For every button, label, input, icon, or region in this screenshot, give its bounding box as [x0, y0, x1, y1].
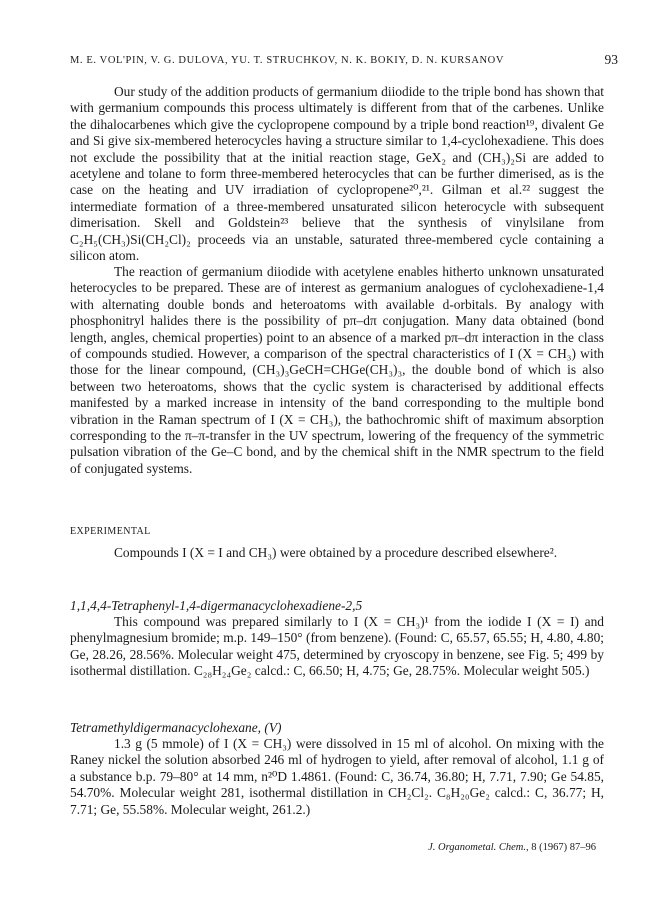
compound-1-title: 1,1,4,4-Tetraphenyl-1,4-digermanacyclohexadiene-2,5: [70, 598, 363, 613]
journal-name: J. Organometal. Chem.: [428, 842, 526, 853]
journal-citation-footer: [428, 842, 596, 853]
header-authors: M. E. VOL'PIN, V. G. DULOVA, YU. T. STRUCHKOV, N. K. BOKIY, D. N. KURSANOV: [70, 55, 505, 66]
section-heading-experimental: EXPERIMENTAL: [70, 526, 151, 537]
compound-2-title: Tetramethyldigermanacyclohexane, (V): [70, 720, 282, 735]
running-header: [70, 52, 618, 72]
page-number: 93: [604, 52, 618, 67]
compound-2-text: 1.3 g (5 mmole) of I (X = CH₃) were dissolved in 15 ml of alcohol. On mixing with the Raney nickel the solution absorbed 246 ml of hydrogen to yield, after removal of alcohol, 1.1 g of a substance b.p. 79–80° at 14 mm, n²⁰D 1.4861. (Found: C, 36.74, 36.80; H, 7.71, 7.90; Ge 54.85, 54.70%. Molecular weight 281, isothermal distillation in CH₂Cl₂. C₈H₂₀Ge₂ calcd.: C, 36.77; H, 7.71; Ge, 55.58%. Molecular weight, 261.2.): [70, 736, 604, 817]
journal-volume: , 8 (1967) 87–96: [526, 842, 596, 853]
discussion-paragraph-2: The reaction of germanium diiodide with acetylene enables hitherto unknown unsaturated heterocycles to be prepared. These are of interest as germanium analogues of cyclohexadiene-1,4 with alternating double bonds and heteroatoms with available d-orbitals. By analogy with phosphonitryl halides there is the possibility of pπ–dπ conjugation. Many data obtained (bond length, angles, chemical properties) point to an absence of a marked pπ–dπ interaction in the class of compounds studied. However, a comparison of the spectral characteristics of I (X = CH₃) with those for the linear compound, (CH₃)₃GeCH=CHGe(CH₃)₃, the double bond of which is also between two heteroatoms, shows that the cyclic system is characterised by additional effects manifested by a marked increase in intensity of the band corresponding to the multiple bond vibration in the Raman spectrum of I (X = CH₃), the bathochromic shift of maximum absorption corresponding to the π–π-transfer in the UV spectrum, lowering of the frequency of the symmetric pulsation vibration of the Ge–C bond, and by the chemical shift in the NMR spectrum to the field of conjugated systems.: [70, 264, 604, 476]
experimental-intro: Compounds I (X = I and CH₃) were obtained by a procedure described elsewhere².: [114, 545, 558, 560]
compound-1-text: This compound was prepared similarly to I (X = CH₃)¹ from the iodide I (X = I) and phenylmagnesium bromide; m.p. 149–150° (from benzene). (Found: C, 65.57, 65.55; H, 4.80, 4.80; Ge, 28.26, 28.56%. Molecular weight 475, determined by cryoscopy in benzene, see Fig. 5; 499 by isothermal distillation. C₂₈H₂₄Ge₂ calcd.: C, 66.50; H, 4.75; Ge, 28.75%. Molecular weight 505.): [70, 614, 604, 679]
discussion-paragraph-1: Our study of the addition products of germanium diiodide to the triple bond has shown that with germanium compounds this process ultimately is different from that of the carbenes. Unlike the dihalocarbenes which give the cyclopropene compound by a triple bond reaction¹⁹, divalent Ge and Si give six-membered heterocycles having a structure similar to 1,4-cyclohexadiene. This does not exclude the possibility that at the initial reaction stage, GeX₂ and (CH₃)₂Si are added to acetylene and tolane to form three-membered heterocycles that can be further dimerised, as is the case on the heating and UV irradiation of cyclopropene²⁰,²¹. Gilman et al.²² suggest the intermediate formation of a three-membered unsaturated silicon heterocycle with subsequent dimerisation. Skell and Goldstein²³ believe that the synthesis of vinylsilane from C₂H₅(CH₃)Si(CH₂Cl)₂ proceeds via an unstable, saturated three-membered cycle containing a silicon atom.: [70, 84, 604, 264]
